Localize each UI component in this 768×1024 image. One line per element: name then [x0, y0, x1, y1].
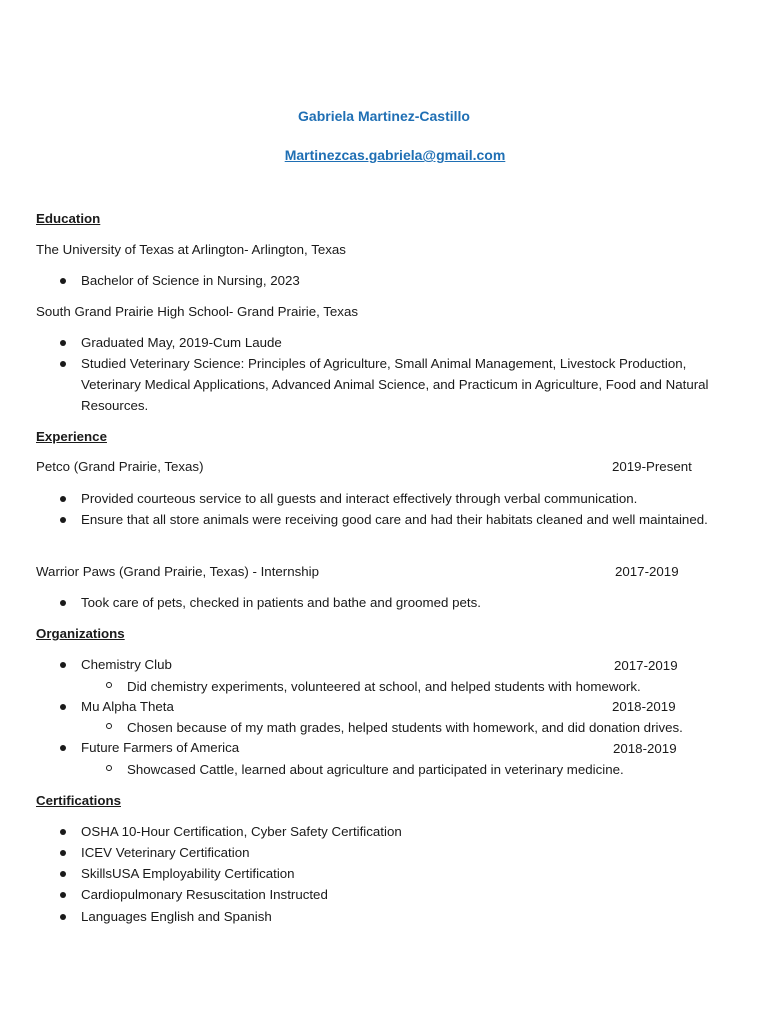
veterinary-studies-item: Studied Veterinary Science: Principles of Agriculture, Small Animal Management, Livestock Production, Veterinary Medical Applications, Advanced Animal Science, and Practicum in Agriculture, Food and Natural Resources. — [81, 356, 709, 413]
circle-bullet-icon — [106, 682, 112, 688]
org-detail: Chosen because of my math grades, helped students with homework, and did donation drives. — [127, 720, 683, 735]
bullet-icon — [60, 871, 66, 877]
bullet-icon — [60, 600, 66, 606]
job-title: Petco (Grand Prairie, Texas) — [36, 459, 204, 474]
job-duty-item: Ensure that all store animals were receiving good care and had their habitats cleaned and well maintained. — [81, 512, 708, 527]
circle-bullet-icon — [106, 723, 112, 729]
job-duty-item: Provided courteous service to all guests and interact effectively through verbal communication. — [81, 491, 638, 506]
org-years: 2017-2019 — [614, 658, 678, 673]
bullet-icon — [60, 517, 66, 523]
job-title: Warrior Paws (Grand Prairie, Texas) - Internship — [36, 564, 320, 579]
cert-item: ICEV Veterinary Certification — [81, 845, 250, 860]
email-link[interactable]: Martinezcas.gabriela@gmail.com — [284, 147, 506, 163]
bullet-icon — [60, 829, 66, 835]
org-years: 2018-2019 — [612, 699, 676, 714]
cert-item: OSHA 10-Hour Certification, Cyber Safety Certification — [81, 824, 402, 839]
degree-item: Bachelor of Science in Nursing, 2023 — [81, 273, 300, 288]
experience-heading: Experience — [36, 429, 107, 444]
bullet-icon — [60, 496, 66, 502]
circle-bullet-icon — [106, 765, 112, 771]
org-years: 2018-2019 — [613, 741, 677, 756]
bullet-icon — [60, 850, 66, 856]
cert-item: SkillsUSA Employability Certification — [81, 866, 295, 881]
school-university: The University of Texas at Arlington- Arlington, Texas — [36, 242, 346, 257]
graduation-item: Graduated May, 2019-Cum Laude — [81, 335, 282, 350]
certifications-heading: Certifications — [36, 793, 121, 808]
org-name: Chemistry Club — [81, 657, 172, 672]
bullet-icon — [60, 662, 66, 668]
bullet-icon — [60, 340, 66, 346]
cert-item: Cardiopulmonary Resuscitation Instructed — [81, 887, 328, 902]
cert-item: Languages English and Spanish — [81, 909, 272, 924]
org-name: Future Farmers of America — [81, 740, 240, 755]
bullet-icon — [60, 892, 66, 898]
education-heading: Education — [36, 211, 101, 226]
job-years: 2019-Present — [612, 459, 692, 474]
org-detail: Did chemistry experiments, volunteered at school, and helped students with homework. — [127, 679, 641, 694]
organizations-heading: Organizations — [36, 626, 125, 641]
bullet-icon — [60, 361, 66, 367]
bullet-icon — [60, 745, 66, 751]
school-highschool: South Grand Prairie High School- Grand Prairie, Texas — [36, 304, 358, 319]
job-years: 2017-2019 — [615, 564, 679, 579]
org-name: Mu Alpha Theta — [81, 699, 174, 714]
bullet-icon — [60, 278, 66, 284]
job-duty-item: Took care of pets, checked in patients and bathe and groomed pets. — [81, 595, 481, 610]
candidate-name: Gabriela Martinez-Castillo — [298, 108, 470, 124]
org-detail: Showcased Cattle, learned about agriculture and participated in veterinary medicine. — [127, 762, 624, 777]
bullet-icon — [60, 704, 66, 710]
bullet-icon — [60, 914, 66, 920]
